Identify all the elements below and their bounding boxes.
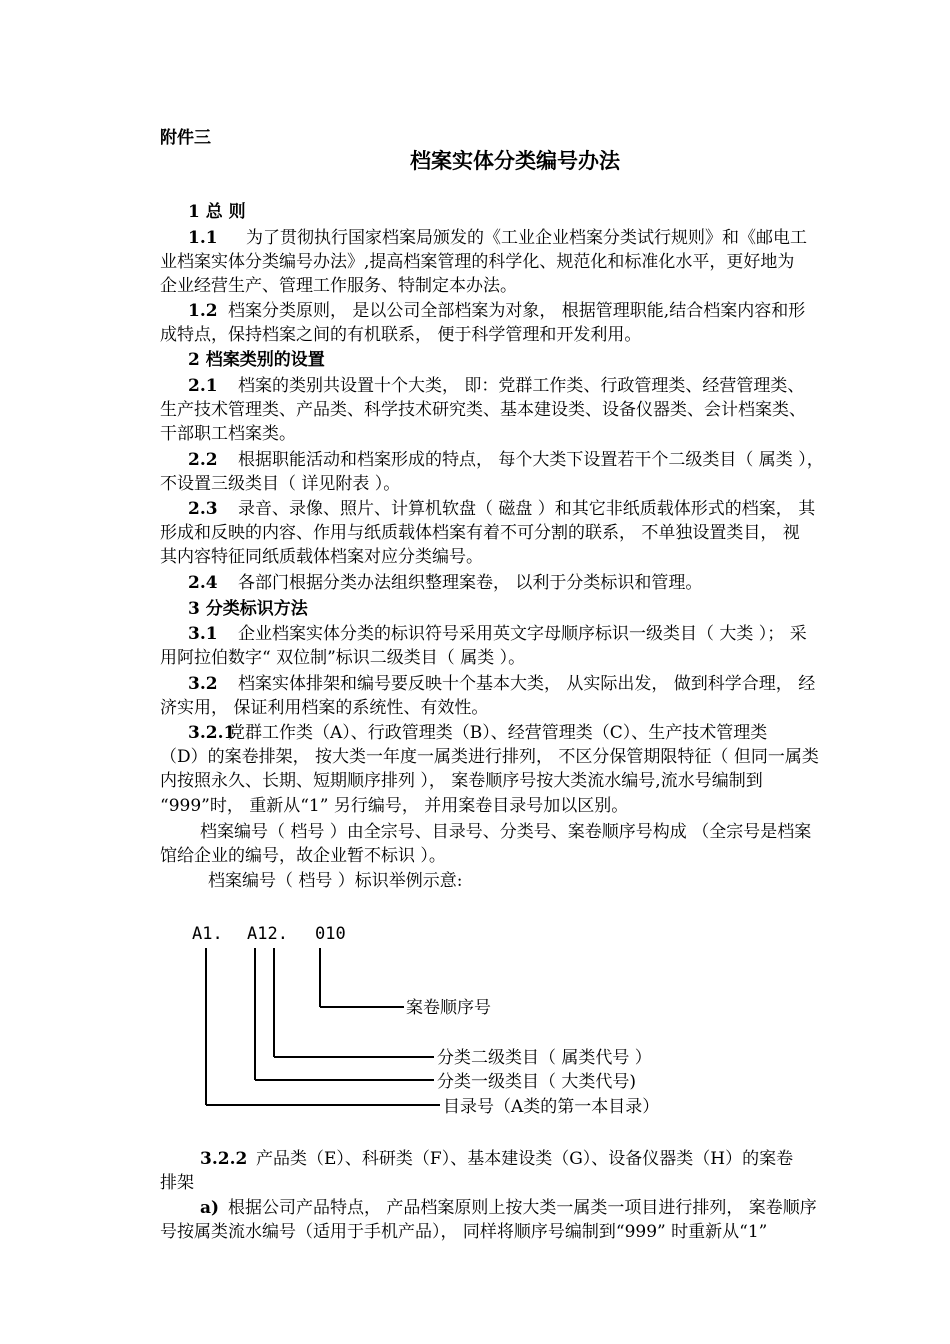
label-sub-class: 分类二级类目（ 属类代号 ） [437,1048,652,1068]
code-a12: A12. [247,924,288,944]
section-3-heading: 3 分类标识方法 [188,599,308,619]
code-a1: A1. [192,924,223,944]
section-2-heading: 2 档案类别的设置 [188,350,325,370]
para-example-intro: 档案编号（ 档号 ）标识举例示意: [208,871,463,891]
label-catalog-number: 目录号（A类的第一本目录） [443,1097,660,1117]
section-1-heading: 1 总 则 [188,202,246,222]
code-010: 010 [315,924,346,944]
label-main-class: 分类一级类目（ 大类代号) [437,1072,637,1092]
label-volume-sequence: 案卷顺序号 [406,998,491,1018]
page-title: 档案实体分类编号办法 [410,148,620,173]
attachment-label: 附件三 [160,128,211,148]
